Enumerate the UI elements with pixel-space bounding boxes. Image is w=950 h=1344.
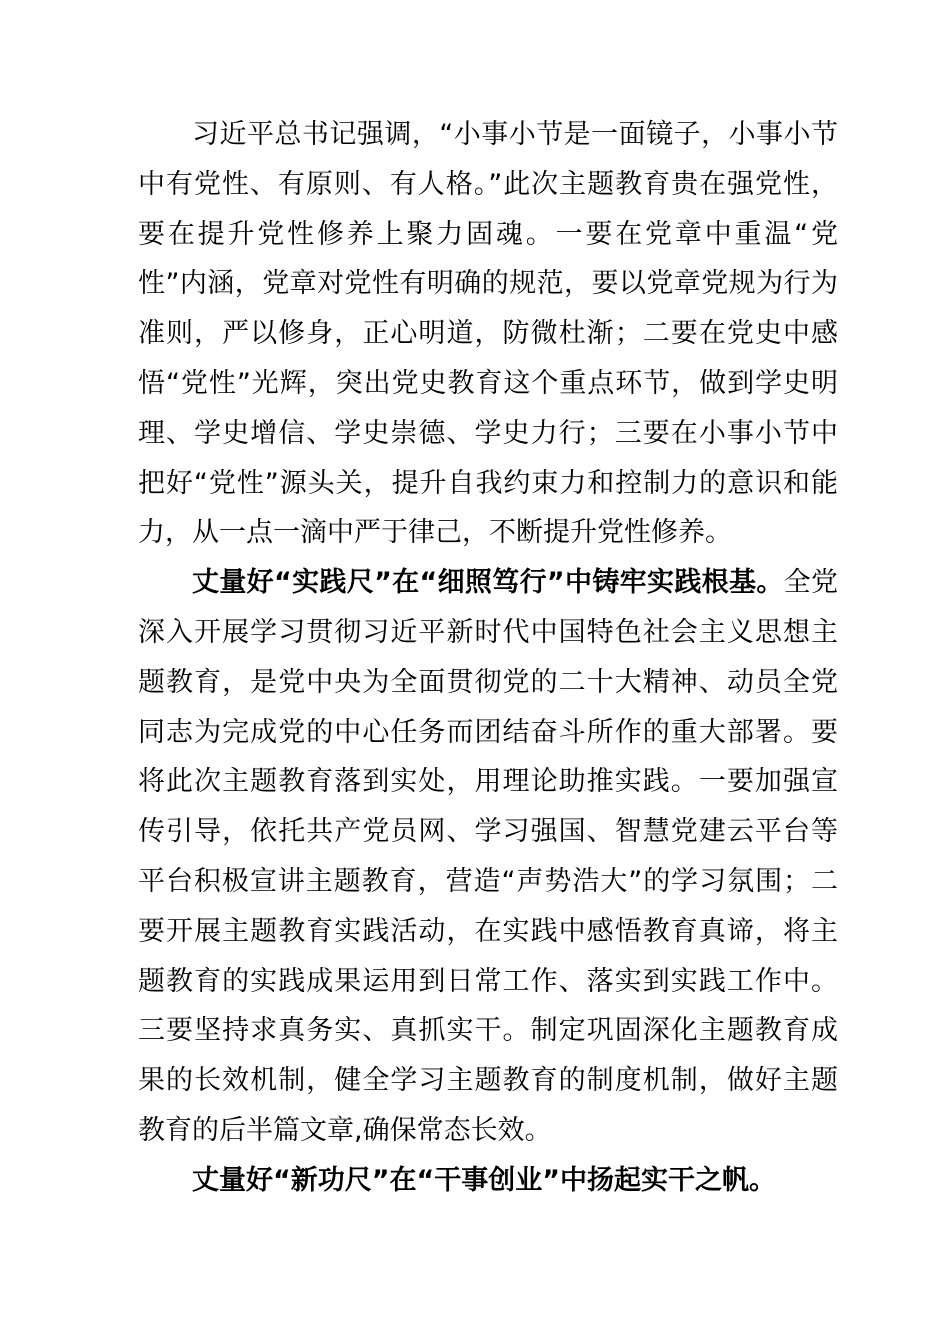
paragraph-body-text: 全党深入开展学习贯彻习近平新时代中国特色社会主义思想主题教育，是党中央为全面贯彻党的二十大精神、动员全党同志为完成党的中心任务而团结奋斗所作的重大部署。要将此次主题教育落到实处，用理论助推实践。一要加强宣传引导，依托共产党员网、学习强国、智慧党建云平台等平台积极宣讲主题教育，营造“声势浩大”的学习氛围；二要开展主题教育实践活动，在实践中感悟教育真谛，将主题教育的实践成果运用到日常工作、落实到实践工作中。三要坚持求真务实、真抓实干。制定巩固深化主题教育成果的长效机制，健全学习主题教育的制度机制，做好主题教育的后半篇文章,确保常态长效。 (138, 567, 839, 1146)
paragraph-body-text: 习近平总书记强调，“小事小节是一面镜子，小事小节中有党性、有原则、有人格。”此次主题教育贵在强党性，要在提升党性修养上聚力固魂。一要在党章中重温“党性”内涵，党章对党性有明确的规范，要以党章党规为行为准则，严以修身，正心明道，防微杜渐；二要在党史中感悟“党性”光辉，突出党史教育这个重点环节，做到学史明理、学史增信、学史崇德、学史力行；三要在小事小节中把好“党性”源头关，提升自我约束力和控制力的意识和能力，从一点一滴中严于律己，不断提升党性修养。 (138, 119, 838, 549)
section-heading-practice: 丈量好“实践尺”在“细照笃行”中铸牢实践根基。 (192, 567, 784, 599)
document-page (138, 110, 838, 1206)
paragraph-practice (138, 558, 838, 1156)
section-heading-new-achievements: 丈量好“新功尺”在“干事创业”中扬起实干之帆。 (192, 1164, 776, 1196)
paragraph-new-achievements (138, 1156, 838, 1206)
paragraph-party-spirit (138, 110, 838, 558)
